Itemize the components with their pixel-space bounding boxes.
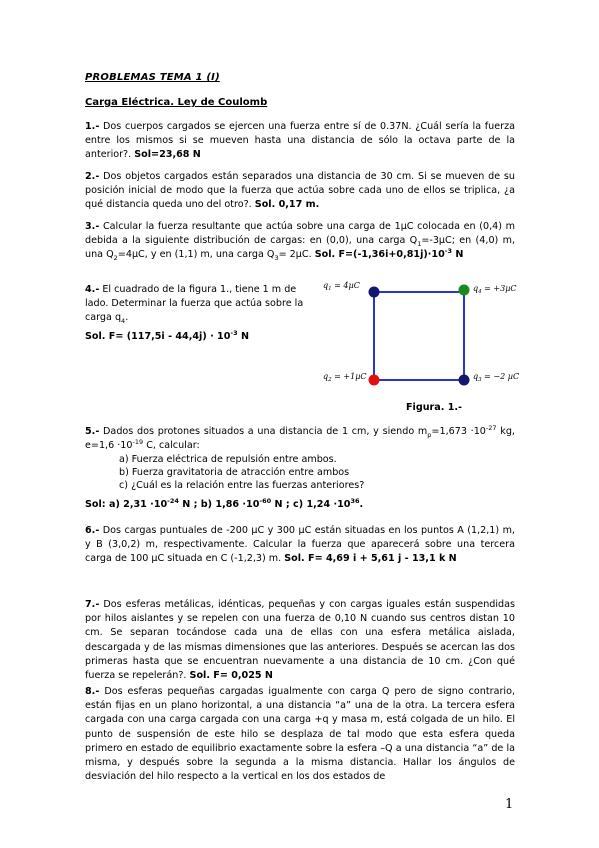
problem-1-number: 1.- [85, 121, 100, 132]
problem-3-sub-1: 1 [417, 240, 422, 249]
problem-6-solution: Sol. F= 4,69 i + 5,61 j - 13,1 k N [284, 553, 457, 565]
problem-3-solution-a: Sol. F=(-1,36i+0,81j)·10 [314, 249, 445, 261]
problem-1-text: Dos cuerpos cargados se ejercen una fuerza entre sí de 0.37N. ¿Cuál sería la fuerza entre los mismos si se mueven hasta una distancia de sólo la octava parte de la anterior?. [85, 121, 515, 161]
problem-4-text-end: . [125, 312, 129, 324]
problem-1 [85, 120, 515, 163]
problem-3-solution-exp: -3 [444, 247, 452, 256]
problem-5-item-a: a) Fuerza eléctrica de repulsión entre ambos. [119, 454, 337, 466]
problem-5-sol-c: N ; c) 1,24 ·10 [271, 499, 351, 510]
problem-3-text-c: =4µC, y en (1,1) m, una carga Q [117, 249, 275, 261]
problem-3-text-b: =-3µC; en (4,0) m, una Q [85, 235, 515, 261]
problem-5-number: 5.- [85, 426, 100, 437]
problem-7 [85, 598, 515, 683]
problem-5-exp-1: -27 [485, 423, 497, 432]
problem-2-solution: Sol. 0,17 m. [254, 199, 320, 211]
page-title: PROBLEMAS TEMA 1 (I) [85, 72, 220, 83]
problem-4-text: El cuadrado de la figura 1., tiene 1 m de lado. Determinar la fuerza que actúa sobre la carga q [85, 284, 304, 324]
problem-2 [85, 170, 515, 213]
problem-3 [85, 220, 515, 263]
problem-5 [85, 425, 515, 492]
charge-q4-marker [459, 285, 470, 296]
problem-6-number: 6.- [85, 525, 100, 536]
problem-5-sol-exp-2: -60 [259, 496, 272, 505]
problem-8 [85, 685, 515, 784]
problem-5-sol-d: . [359, 499, 364, 510]
problem-4-solution-exp: -3 [230, 328, 238, 337]
problem-5-text-a: Dados dos protones situados a una distancia de 1 cm, y siendo m [103, 426, 428, 437]
charge-q3-label: $q_3 = -2$ µC [473, 372, 520, 383]
figure-1-caption: Figura. 1.- [406, 402, 463, 413]
charge-q4-label: $q_4 = +3\mu C$ [473, 284, 517, 295]
problem-5-text-b: =1,673 ·10 [431, 426, 486, 437]
problem-5-subquestions [85, 453, 515, 492]
problem-3-sub-3: 3 [274, 254, 279, 263]
problem-8-number: 8.- [85, 686, 100, 697]
charge-q2-marker [369, 375, 380, 386]
problem-3-number: 3.- [85, 221, 100, 232]
problem-8-text: Dos esferas pequeñas cargadas igualmente con carga Q pero de signo contrario, están fijas en un plano horizontal, a una distancia “a” una de la otra. La tercera esfera cargada con una carga cargada con una carga +q y masa m, está colgada de un hilo. El punto de suspensión de este hilo se desplaza de tal modo que esta esfera queda primero en estado de equilibrio exactamente sobre la esfera –Q a una distancia “a” de la misma, y después sobre la segunda a la misma distancia. Hallar los ángulos de desviación del hilo respecto a la vertical en los dos estados de [85, 686, 515, 783]
problem-5-item-b: b) Fuerza gravitatoria de atracción entre ambos [119, 467, 350, 479]
problem-5-sol-a: Sol: a) 2,31 ·10 [85, 499, 168, 510]
problem-5-sol-exp-1: -24 [167, 496, 179, 505]
page-number: 1 [505, 797, 514, 812]
problem-5-sol-exp-3: 36 [350, 496, 360, 505]
problem-5-item-c: c) ¿Cuál es la relación entre las fuerzas anteriores? [119, 480, 365, 492]
problem-4-solution [85, 330, 315, 344]
problem-3-text-a: Calcular la fuerza resultante que actúa sobre una carga de 1µC colocada en (0,4) m debida a la siguiente distribución de cargas: en (0,0), una carga Q [85, 221, 515, 247]
problem-4-sub: 4 [121, 317, 126, 326]
problem-5-exp-2: -19 [132, 438, 144, 447]
problem-6 [85, 524, 515, 567]
problem-3-solution-b: N [452, 249, 464, 261]
problem-3-text-d: = 2µC. [278, 249, 312, 261]
problem-4-solution-b: N [237, 331, 250, 342]
problem-5-solution [85, 498, 515, 512]
charge-q2-label: $q_2 = +1\mu C$ [323, 372, 367, 383]
charge-q1-marker [369, 287, 380, 298]
problem-3-sub-2: 2 [113, 254, 118, 263]
problem-6-text: Dos cargas puntuales de -200 µC y 300 µC están situadas en los puntos A (1,2,1) m, y B (3,0,2) m, respectivamente. Calcular la fuerza que aparecerá sobre una tercera carga de 100 µC situada en C (-1,2,3) m. [85, 525, 515, 565]
problem-3-solution [315, 249, 464, 260]
problem-2-number: 2.- [85, 171, 100, 182]
problem-2-text: Dos objetos cargados están separados una distancia de 30 cm. Si se mueven de su posición inicial de modo que la fuerza que actúa sobre cada uno de ellos se triplica, ¿a qué distancia queda uno del otro?. [85, 171, 515, 211]
problem-4-number: 4.- [85, 284, 100, 295]
square-outline [374, 292, 464, 380]
problem-7-solution: Sol. F= 0,025 N [189, 670, 273, 682]
problem-7-number: 7.- [85, 599, 100, 610]
problem-1-solution: Sol=23,68 N [134, 149, 201, 161]
problem-5-text-c: kg, e=1,6 ·10 [85, 426, 515, 452]
charge-q3-marker [459, 375, 470, 386]
problem-7-text: Dos esferas metálicas, idénticas, pequeñas y con cargas iguales están suspendidas por hilos aislantes y se repelen con una fuerza de 0,10 N cuando sus centros distan 10 cm. Se separan tocándose cada una de ellas con una esfera metálica aislada, descargada y de las mismas dimensiones que las anteriores. Después se acercan las dos primeras hasta que se encuentran nuevamente a una distancia de 10 cm. ¿Con qué fuerza se repelerán?. [85, 599, 515, 682]
problem-5-sub-p: p [427, 430, 432, 439]
problem-5-sol-b: N ; b) 1,86 ·10 [178, 499, 260, 510]
problem-4 [85, 283, 315, 326]
problem-5-text-d: C, calcular: [143, 440, 200, 452]
section-subtitle: Carga Eléctrica. Ley de Coulomb [85, 97, 268, 108]
figure-1-square-charges [320, 278, 530, 403]
charge-q1-label: $q_1 = 4\mu C$ [323, 281, 360, 292]
problem-4-solution-a: Sol. F= (117,5i - 44,4j) · 10 [85, 331, 231, 342]
